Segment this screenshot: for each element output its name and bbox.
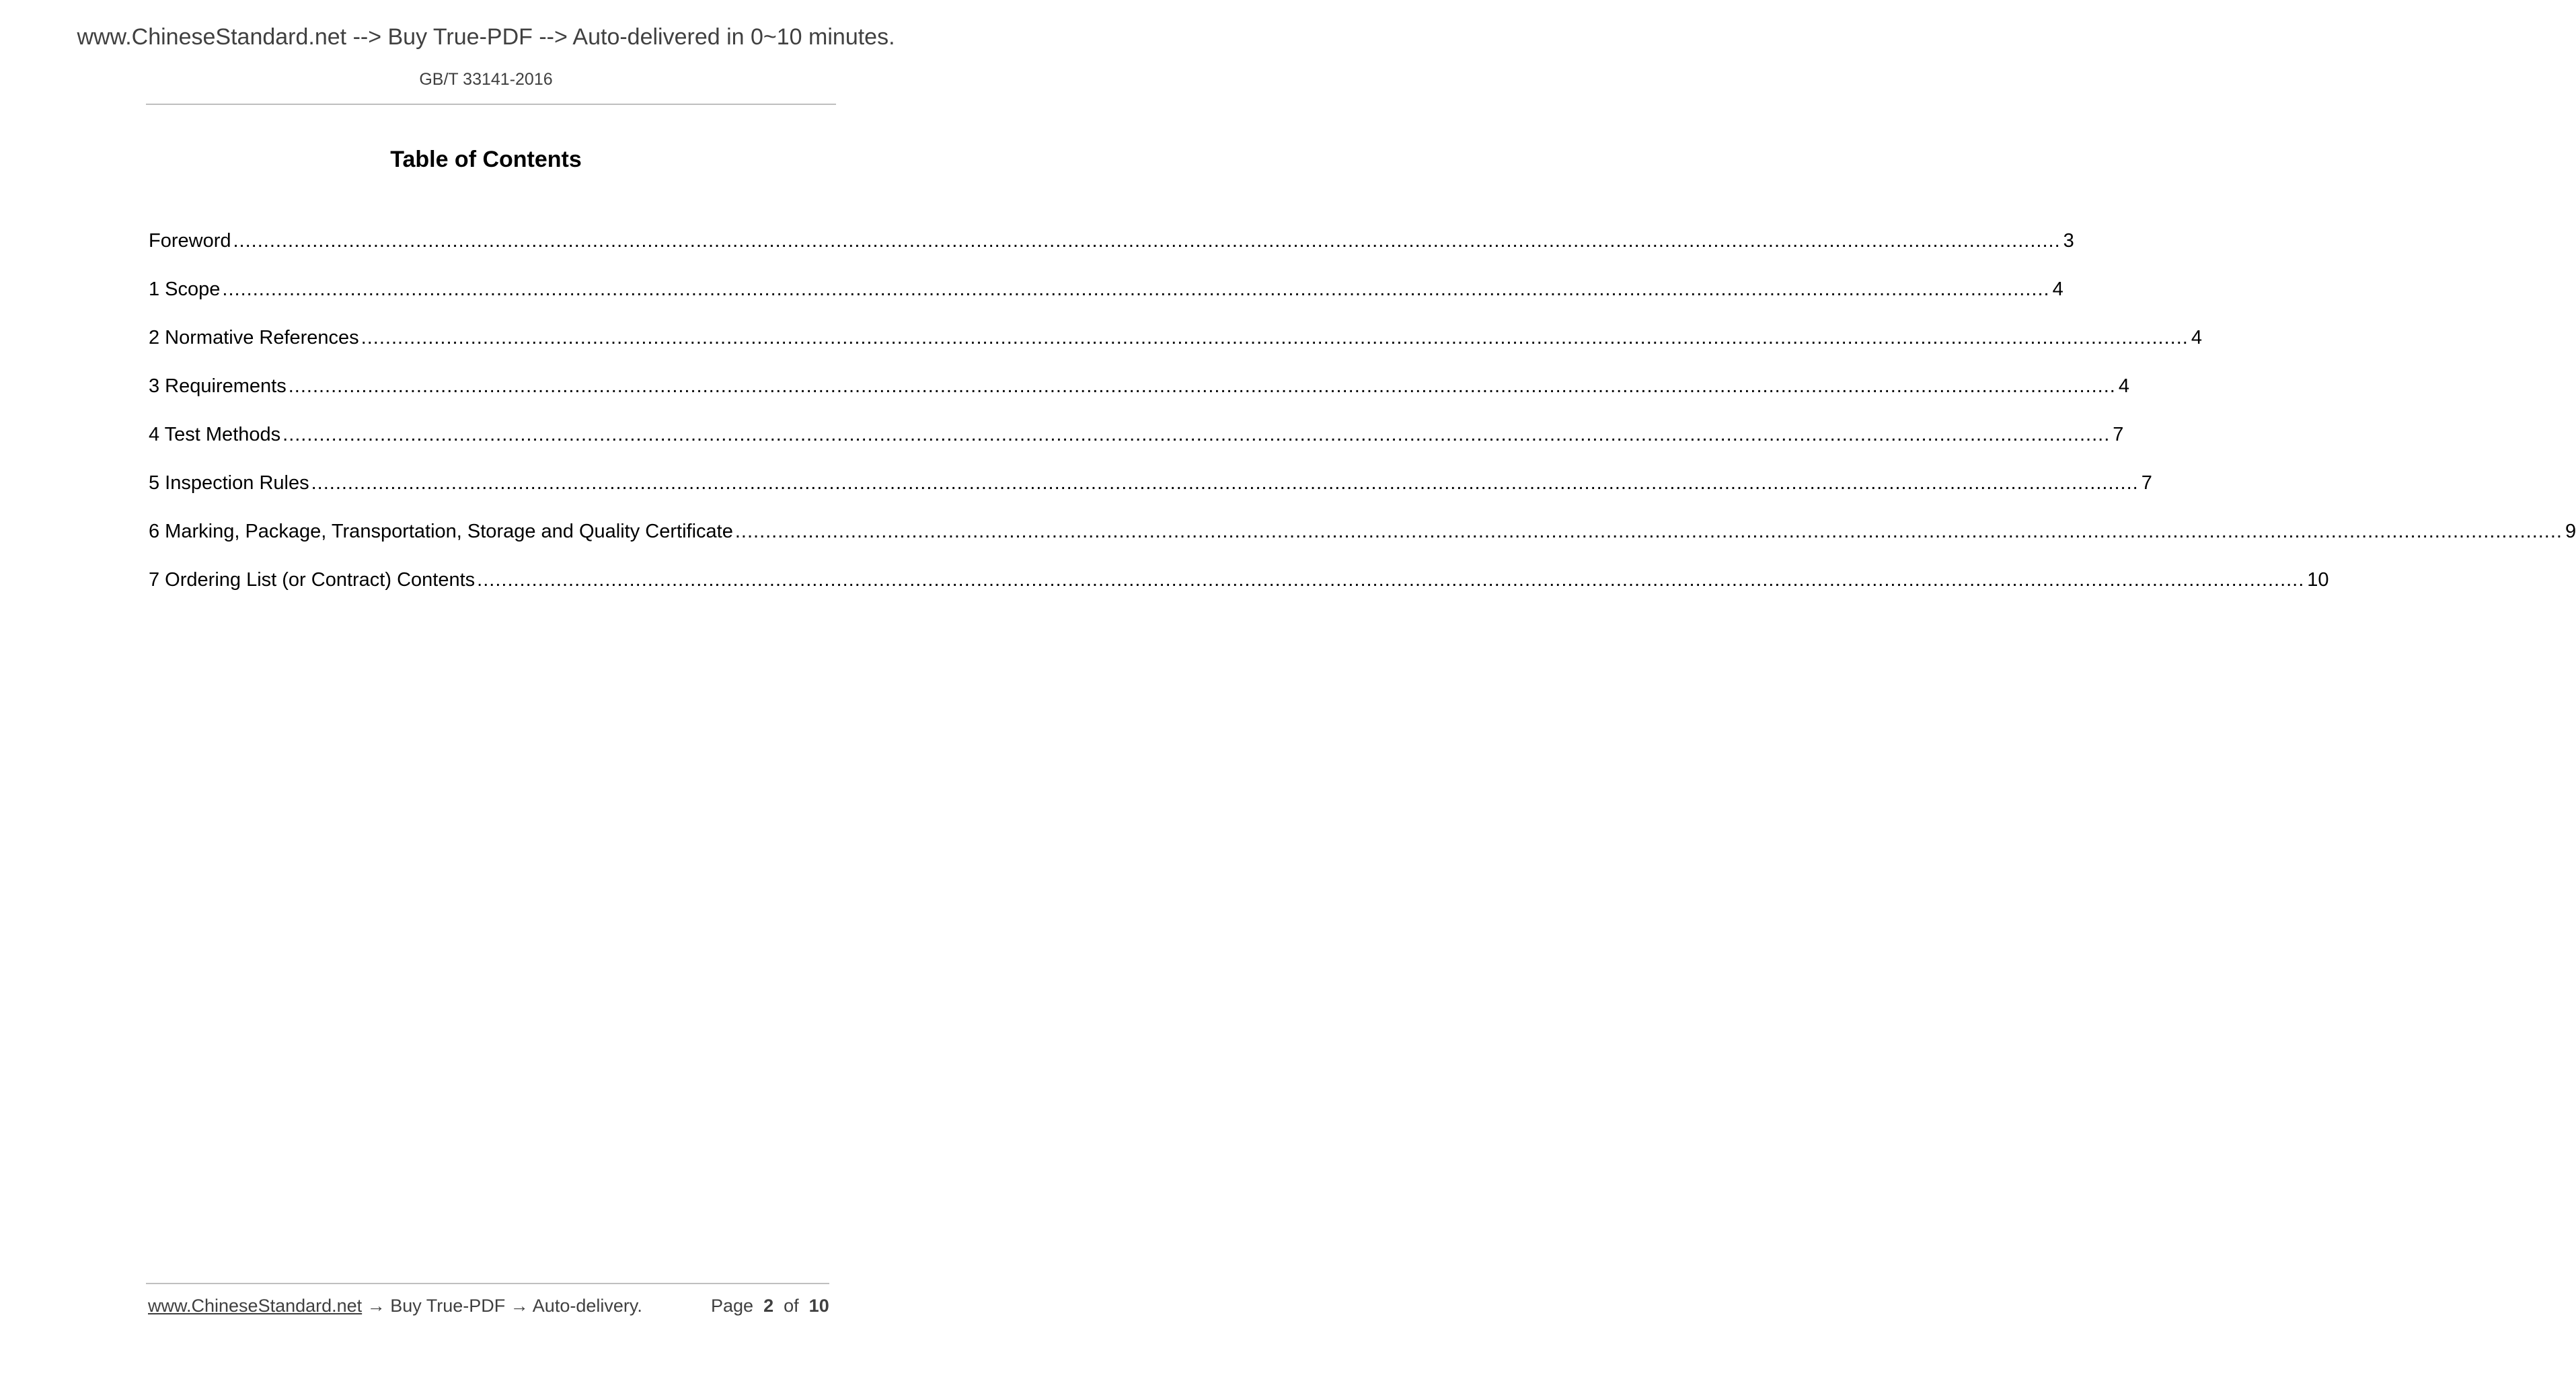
toc-list — [149, 226, 2576, 614]
toc-dot-leader: ............................................................................................................................................................................................................................................................................................................ — [233, 230, 2061, 252]
toc-entry-label: 2 Normative References — [149, 327, 359, 348]
toc-dot-leader: ............................................................................................................................................................................................................................................................................................................ — [282, 424, 2111, 445]
toc-entry-inspection-rules[interactable] — [149, 468, 2152, 517]
toc-dot-leader: ............................................................................................................................................................................................................................................................................................................ — [361, 327, 2189, 348]
footer-divider — [146, 1283, 829, 1284]
toc-entry-label: 7 Ordering List (or Contract) Contents — [149, 569, 476, 591]
document-code: GB/T 33141-2016 — [419, 70, 553, 89]
footer-text-buy: Buy True-PDF — [390, 1296, 506, 1316]
toc-entry-page: 9 — [2565, 521, 2576, 542]
arrow-right-icon: → — [367, 1296, 385, 1316]
toc-entry-foreword[interactable] — [149, 226, 2074, 274]
toc-entry-marking-package[interactable] — [149, 517, 2576, 565]
toc-entry-page: 4 — [2191, 327, 2202, 348]
toc-entry-label: 4 Test Methods — [149, 424, 281, 445]
toc-entry-label: 6 Marking, Package, Transportation, Storage and Quality Certificate — [149, 521, 733, 542]
toc-entry-ordering-list[interactable] — [149, 565, 2329, 614]
toc-entry-page: 4 — [2052, 278, 2063, 300]
toc-entry-page: 10 — [2307, 569, 2329, 591]
toc-title: Table of Contents — [390, 147, 582, 172]
toc-dot-leader: ............................................................................................................................................................................................................................................................................................................ — [477, 569, 2305, 591]
toc-entry-scope[interactable] — [149, 274, 2063, 323]
toc-dot-leader: ............................................................................................................................................................................................................................................................................................................ — [311, 472, 2139, 494]
toc-entry-label: 1 Scope — [149, 278, 221, 300]
footer-promo — [148, 1296, 642, 1316]
toc-entry-requirements[interactable] — [149, 371, 2129, 420]
page-total: 10 — [808, 1296, 829, 1316]
toc-entry-normative-references[interactable] — [149, 323, 2202, 371]
toc-entry-label: 5 Inspection Rules — [149, 472, 309, 494]
toc-entry-page: 7 — [2141, 472, 2152, 494]
toc-entry-label: Foreword — [149, 230, 231, 252]
toc-entry-label: 3 Requirements — [149, 375, 287, 397]
of-word: of — [784, 1296, 799, 1316]
footer-text-delivery: Auto-delivery. — [532, 1296, 642, 1316]
page-indicator — [711, 1296, 829, 1316]
toc-dot-leader: ............................................................................................................................................................................................................................................................................................................ — [288, 375, 2116, 397]
header-banner: www.ChineseStandard.net --> Buy True-PDF --> Auto-delivered in 0~10 minutes. — [77, 24, 895, 50]
toc-dot-leader: ............................................................................................................................................................................................................................................................................................................ — [222, 278, 2050, 300]
toc-entry-test-methods[interactable] — [149, 420, 2124, 468]
page-current: 2 — [763, 1296, 774, 1316]
header-divider — [146, 104, 836, 105]
toc-entry-page: 3 — [2063, 230, 2074, 252]
footer-site-link[interactable]: www.ChineseStandard.net — [148, 1296, 363, 1316]
toc-entry-page: 7 — [2113, 424, 2124, 445]
page-word: Page — [711, 1296, 754, 1316]
arrow-right-icon: → — [510, 1296, 529, 1316]
toc-dot-leader: ............................................................................................................................................................................................................................................................................................................ — [734, 521, 2563, 542]
toc-entry-page: 4 — [2118, 375, 2129, 397]
